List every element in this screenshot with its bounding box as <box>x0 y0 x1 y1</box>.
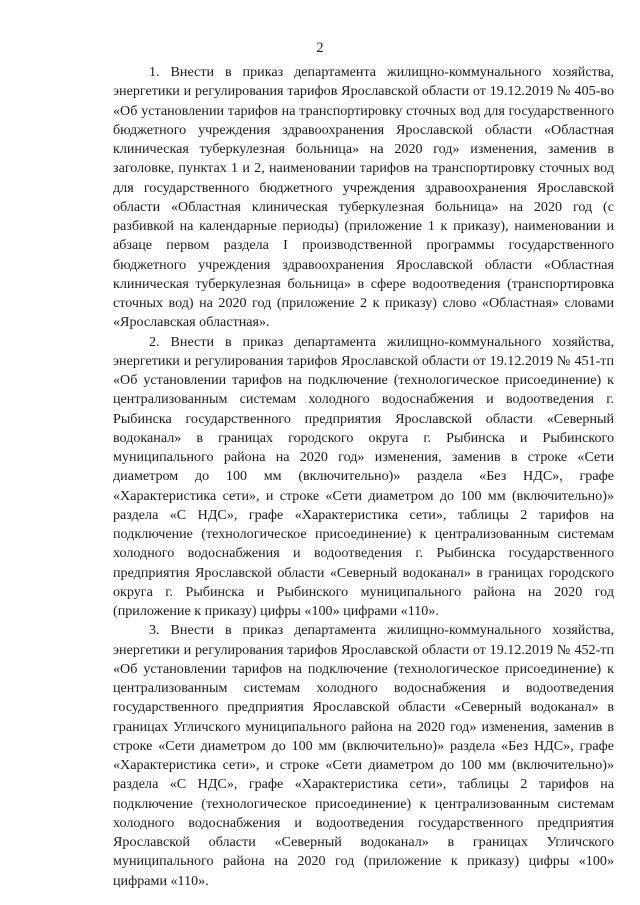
document-body <box>113 63 614 891</box>
paragraph-1-order-405-vo: 1. Внести в приказ департамента жилищно-коммунального хозяйства, энергетики и регулирования тарифов Ярославской области от 19.12.2019 № 405-во «Об установлении тарифов на транспортировку сточных вод для государственного бюджетного учреждения здравоохранения Ярославской области «Областная клиническая туберкулезная больница» на 2020 год» изменения, заменив в заголовке, пунктах 1 и 2, наименовании тарифов на транспортировку сточных вод для государственного бюджетного учреждения здравоохранения Ярославской области «Областная клиническая туберкулезная больница» на 2020 год (с разбивкой на календарные периоды) (приложение 1 к приказу), наименовании и абзаце первом раздела I производственной программы государственного бюджетного учреждения здравоохранения Ярославской области «Областная клиническая туберкулезная больница» в сфере водоотведения (транспортировка сточных вод) на 2020 год (приложение 2 к приказу) слово «Областная» словами «Ярославская областная». <box>113 64 614 331</box>
paragraph-3-order-452-tp: 3. Внести в приказ департамента жилищно-коммунального хозяйства, энергетики и регулирования тарифов Ярославской области от 19.12.2019 № 452-тп «Об установлении тарифов на подключение (технологическое присоединение) к централизованным системам холодного водоснабжения и водоотведения государственного предприятия Ярославской области «Северный водоканал» в границах Угличского муниципального района на 2020 год» изменения, заменив в строке «Сети диаметром до 100 мм (включительно)» раздела «Без НДС», графе «Характеристика сети», и строке «Сети диаметром до 100 мм (включительно)» раздела «С НДС», графе «Характеристика сети», таблицы 2 тарифов на подключение (технологическое присоединение) к централизованным системам холодного водоснабжения и водоотведения государственного предприятия Ярославской области «Северный водоканал» в границах Угличского муниципального района на 2020 год (приложение к приказу) цифры «100» цифрами «110». <box>113 622 614 889</box>
paragraph-2-order-451-tp: 2. Внести в приказ департамента жилищно-коммунального хозяйства, энергетики и регулирования тарифов Ярославской области от 19.12.2019 № 451-тп «Об установлении тарифов на подключение (технологическое присоединение) к централизованным системам холодного водоснабжения и водоотведения г. Рыбинска государственного предприятия Ярославской области «Северный водоканал» в границах городского округа г. Рыбинска и Рыбинского муниципального района на 2020 год» изменения, заменив в строке «Сети диаметром до 100 мм (включительно)» раздела «Без НДС», графе «Характеристика сети», и строке «Сети диаметром до 100 мм (включительно)» раздела «С НДС», графе «Характеристика сети», таблицы 2 тарифов на подключение (технологическое присоединение) к централизованным системам холодного водоснабжения и водоотведения г. Рыбинска государственного предприятия Ярославской области «Северный водоканал» в границах городского округа г. Рыбинска и Рыбинского муниципального района на 2020 год (приложение к приказу) цифры «100» цифрами «110». <box>113 333 614 619</box>
page-number: 2 <box>316 40 324 56</box>
